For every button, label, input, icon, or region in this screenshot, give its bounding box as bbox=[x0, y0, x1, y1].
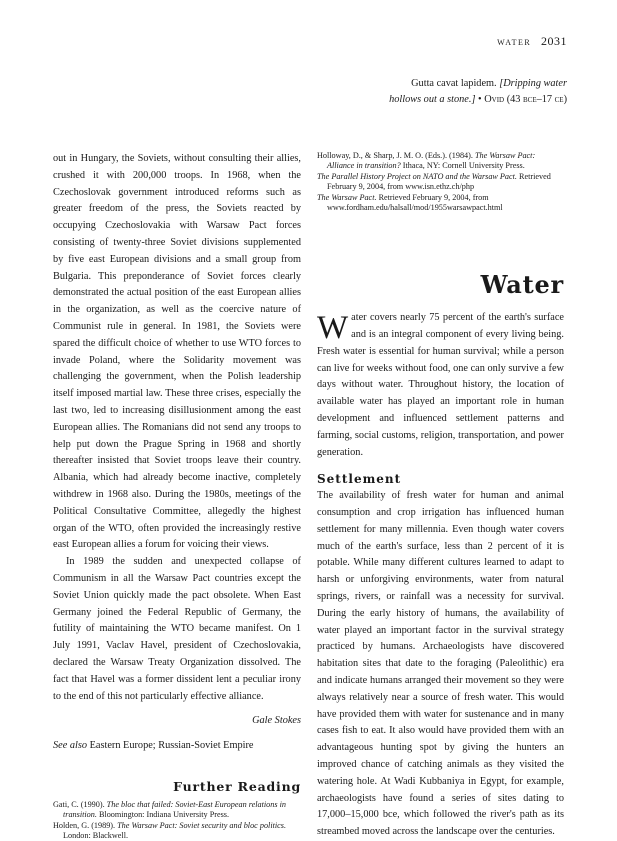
right-column bbox=[317, 151, 564, 841]
reference-item: The Parallel History Project on NATO and the Warsaw Pact. Retrieved February 9, 2004, from www.isn.ethz.ch/php bbox=[317, 172, 564, 193]
intro-paragraph bbox=[317, 310, 564, 461]
reference-item: Holloway, D., & Sharp, J. M. O. (Eds.). (1984). The Warsaw Pact: Alliance in transition? Ithaca, NY: Cornell University Press. bbox=[317, 151, 564, 172]
further-reading-heading: Further Reading bbox=[53, 779, 301, 796]
reference-item: Holden, G. (1989). The Warsaw Pact: Soviet security and bloc politics. London: Blackwell. bbox=[53, 821, 301, 841]
epigraph-translation-1: [Dripping water bbox=[499, 78, 567, 89]
see-also-links[interactable]: Eastern Europe; Russian-Soviet Empire bbox=[87, 740, 253, 751]
epigraph-translation-2: hollows out a stone.] bbox=[389, 94, 475, 105]
epigraph-author: Ovid bbox=[484, 94, 504, 105]
epigraph-latin: Gutta cavat lapidem. bbox=[411, 78, 497, 89]
see-also bbox=[53, 738, 301, 755]
running-head bbox=[497, 34, 567, 49]
body-paragraph: The availability of fresh water for human and animal consumption and crop irrigation has influenced human settlement for many millennia. Even though water covers much of the earth's surface, less than 2 percent of it is potable. While many different cultures learned to adapt to harsh or unforgiving environments, water from natural springs, rivers, or rainfall was a necessity for survival. During the early history of humans, the availability of water played an important factor in the survival strategy practiced by humans. Archaeologists have discovered habitation sites that date to the foraging (Paleolithic) era and indicate humans arranged their movement so they were always relatively near a source of fresh water. This would have provided them with water for sustenance and in many cases fish to eat. It also would have provided them with an advantageous hunting spot by giving the hunters an improved chance of catching animals as they visited the watering hole. At Wadi Kubbaniya in Egypt, for example, archaeologists have found a series of sites dating to 17,000–15,000 bce, which followed the river's path as its streambed moved across the landscape over the centuries. bbox=[317, 488, 564, 841]
left-column bbox=[53, 151, 301, 841]
body-paragraph: out in Hungary, the Soviets, without consulting their allies, crushed it with 200,000 troops. In 1968, when the Czechoslovak government introduced reforms such as greater freedom of the press, the Soviets reacted by occupying Czechoslovakia with Warsaw Pact forces consisting of twenty-three Soviet divisions supplemented by five east European divisions and a small group from Bulgaria. This preponderance of Soviet forces clearly demonstrated the actual position of the east European allies in the organization, as well as the coercive nature of Communist rule in general. In 1981, the Soviets were spared the difficult choice of whether to use WTO forces to invade Poland, where the Solidarity movement was challenging the government, when the Polish leadership itself imposed martial law. These three crises, especially the last two, led to increasing disillusionment among the east European allies. The Romanians did not send any troops to help put down the Prague Spring in 1968 and shortly thereafter insisted that Soviet troops leave their country. Albania, which had already become inactive, completely withdrew in 1968 also. During the 1980s, meetings of the Political Consultative Committee, allegedly the highest organ of the WTO, often provided the increasingly restive east European allies a forum for voicing their views. bbox=[53, 151, 301, 554]
body-paragraph: In 1989 the sudden and unexpected collapse of Communism in all the Warsaw Pact countries except the Soviet Union quickly made the pact obsolete. When East Germany joined the Federal Republic of Germany, the futility of maintaining the WTO became manifest. On 1 July 1991, Vaclav Havel, president of Czechoslovakia, declared the Warsaw Treaty Organization dissolved. The fact that Havel was a former dissident lent a peculiar irony to the end of this not particularly effective alliance. bbox=[53, 554, 301, 705]
epigraph-bullet: • bbox=[478, 94, 482, 105]
drop-cap: W bbox=[317, 314, 348, 342]
reference-list-continued bbox=[317, 151, 564, 213]
article-author: Gale Stokes bbox=[53, 713, 301, 730]
intro-text: ater covers nearly 75 percent of the earth's surface and is an integral component of every living being. Fresh water is essential for human survival; while a person can live for weeks without food, one can only survive a few days without water. Throughout history, the location of available water has played an important role in human development and influenced settlement patterns and farming, social customs, religion, transportation, and power generation. bbox=[317, 312, 564, 457]
running-head-word: water bbox=[497, 36, 531, 48]
see-also-label: See also bbox=[53, 740, 87, 751]
section-heading-settlement: Settlement bbox=[317, 471, 564, 488]
entry-title: Water bbox=[317, 277, 564, 294]
reference-item: The Warsaw Pact. Retrieved February 9, 2004, from www.fordham.edu/halsall/mod/1955warsawpact.html bbox=[317, 193, 564, 214]
epigraph bbox=[307, 76, 567, 108]
reference-item: Gati, C. (1990). The bloc that failed: Soviet-East European relations in transition. Bloomington: Indiana University Press. bbox=[53, 800, 301, 821]
epigraph-dates: (43 bce–17 ce) bbox=[507, 94, 567, 105]
epigraph-line-1 bbox=[307, 76, 567, 92]
reference-list bbox=[53, 800, 301, 841]
page-number: 2031 bbox=[541, 34, 567, 48]
epigraph-line-2 bbox=[307, 92, 567, 108]
